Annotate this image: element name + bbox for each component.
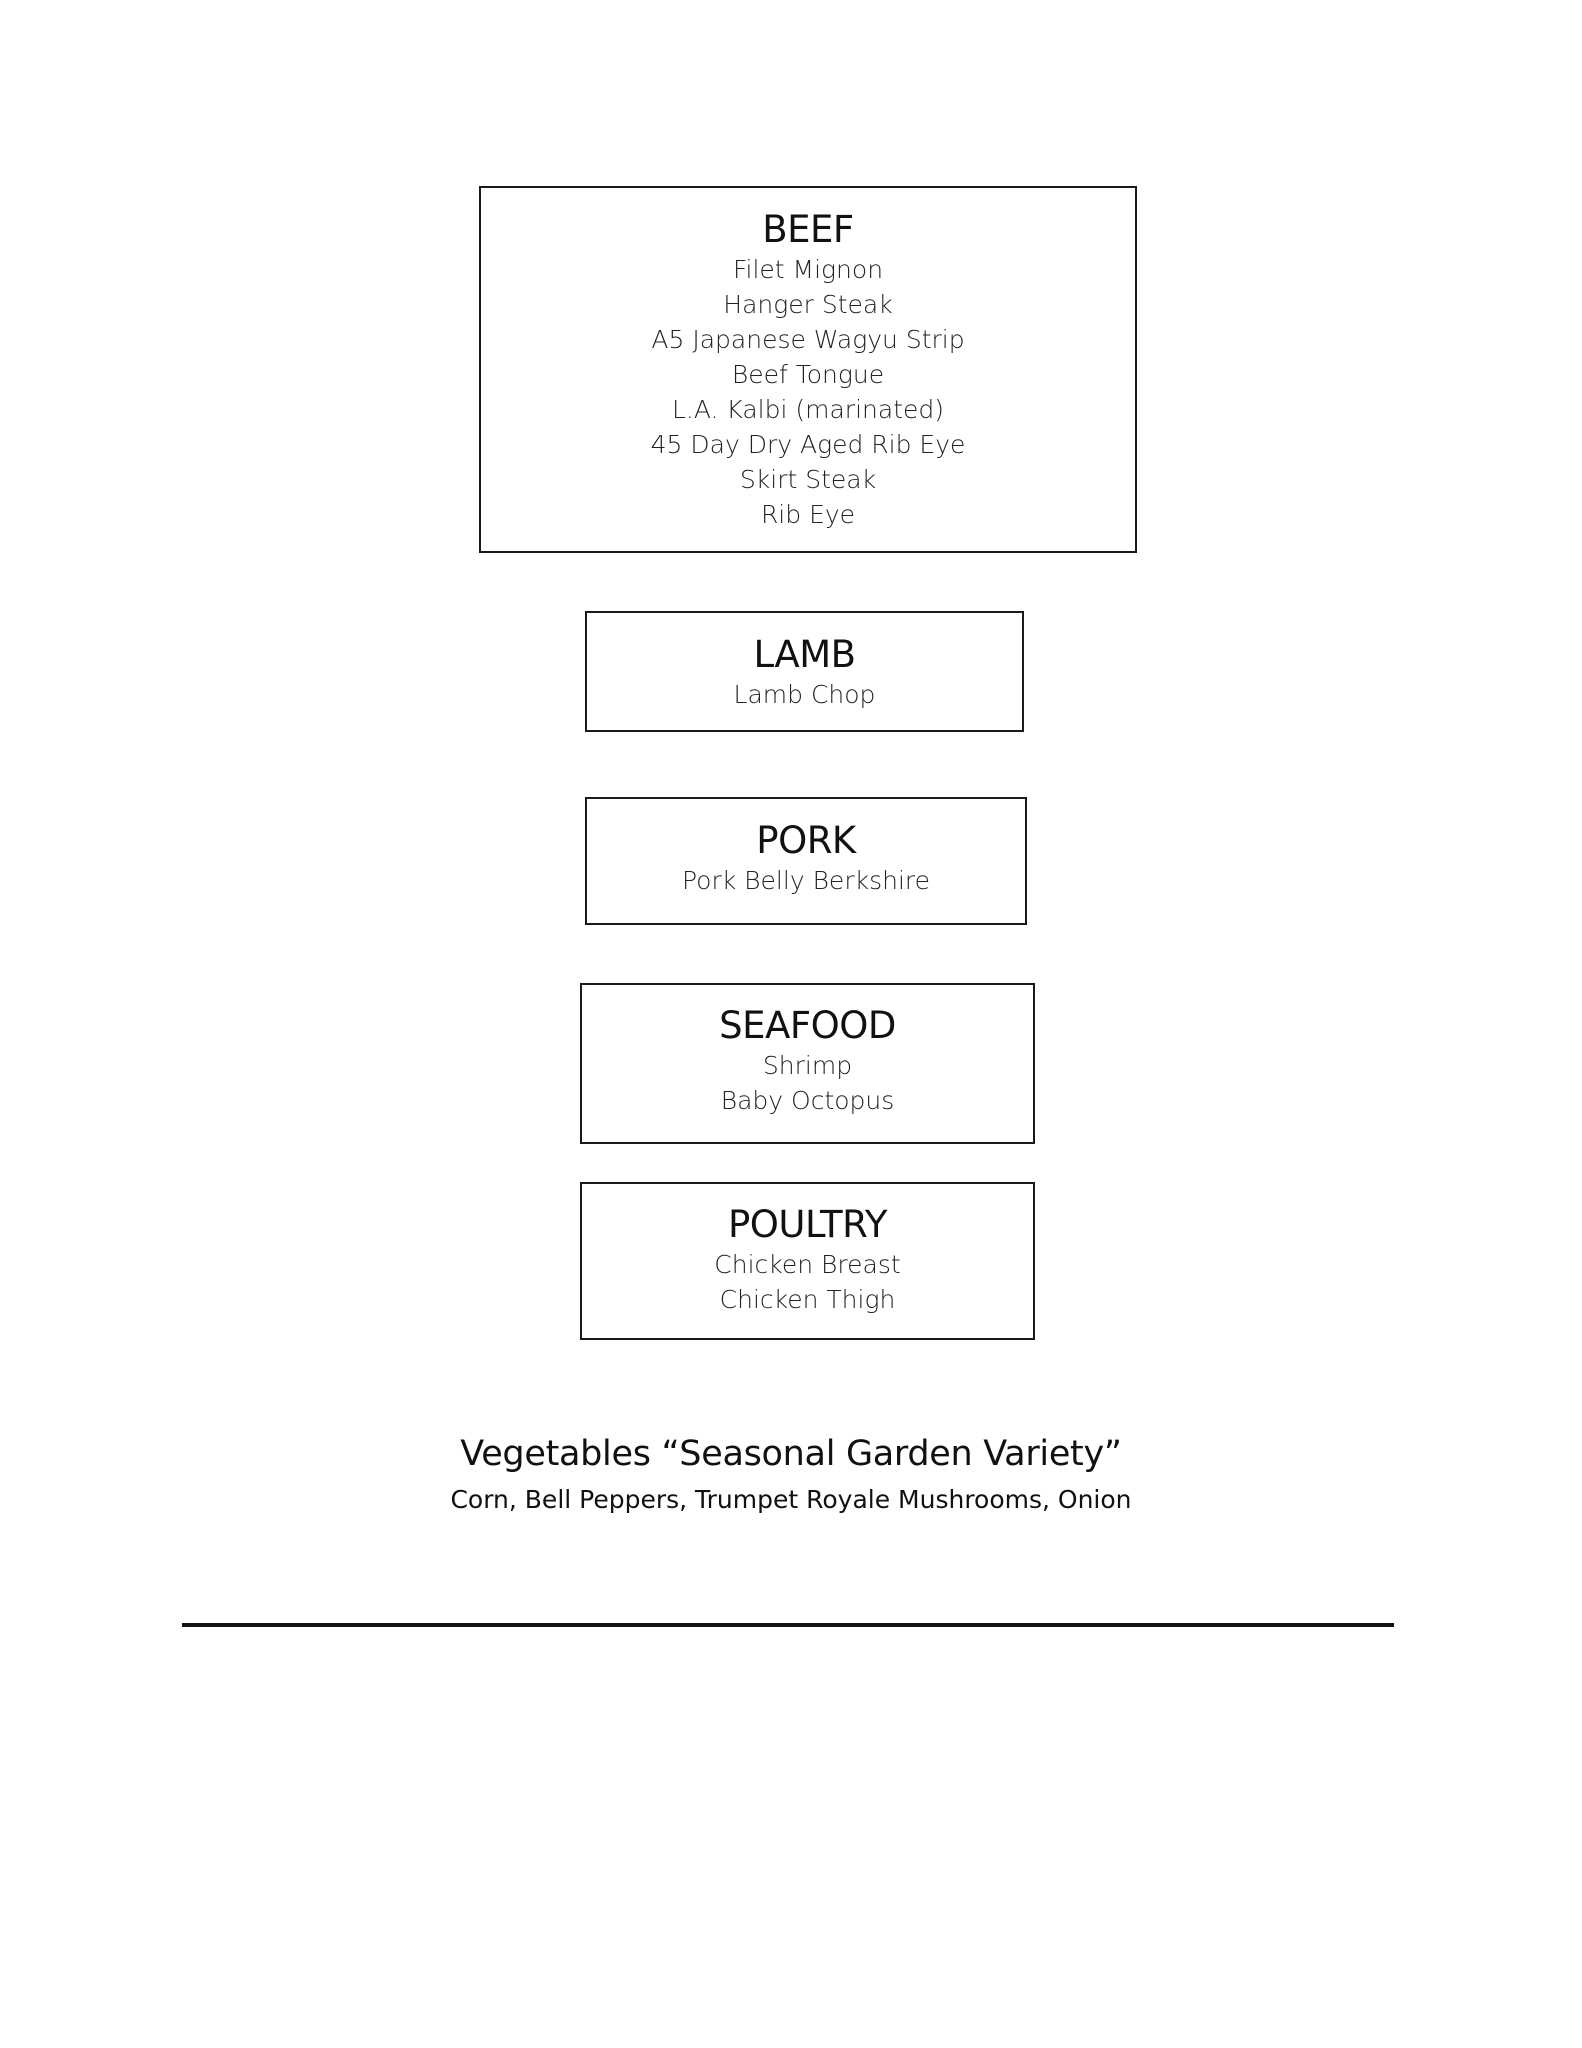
- section-title-beef: BEEF: [762, 208, 854, 251]
- vegetables-items: Corn, Bell Peppers, Trumpet Royale Mushrooms, Onion: [450, 1485, 1132, 1514]
- section-title-lamb: LAMB: [753, 633, 856, 676]
- menu-item: L.A. Kalbi (marinated): [671, 395, 945, 424]
- lamb-section: [585, 611, 1024, 732]
- pork-section: [585, 797, 1027, 925]
- horizontal-divider: [182, 1623, 1394, 1627]
- section-title-poultry: POULTRY: [727, 1203, 888, 1246]
- menu-item: Filet Mignon: [732, 255, 884, 284]
- menu-item: Skirt Steak: [739, 465, 877, 494]
- section-title-pork: PORK: [756, 819, 856, 862]
- menu-item: Shrimp: [762, 1051, 853, 1080]
- menu-item: A5 Japanese Wagyu Strip: [651, 325, 965, 354]
- vegetables-title: Vegetables “Seasonal Garden Variety”: [460, 1434, 1122, 1474]
- beef-section: [479, 186, 1137, 553]
- menu-item: Baby Octopus: [720, 1086, 895, 1115]
- section-title-seafood: SEAFOOD: [719, 1004, 896, 1047]
- poultry-section: [580, 1182, 1035, 1340]
- menu-item: Lamb Chop: [733, 680, 876, 709]
- seafood-section: [580, 983, 1035, 1144]
- menu-item: Hanger Steak: [723, 290, 893, 319]
- menu-item: Beef Tongue: [731, 360, 885, 389]
- menu-item: Rib Eye: [760, 500, 856, 529]
- menu-item: 45 Day Dry Aged Rib Eye: [650, 430, 966, 459]
- menu-item: Chicken Breast: [714, 1250, 901, 1279]
- menu-item: Pork Belly Berkshire: [682, 866, 930, 895]
- menu-item: Chicken Thigh: [719, 1285, 896, 1314]
